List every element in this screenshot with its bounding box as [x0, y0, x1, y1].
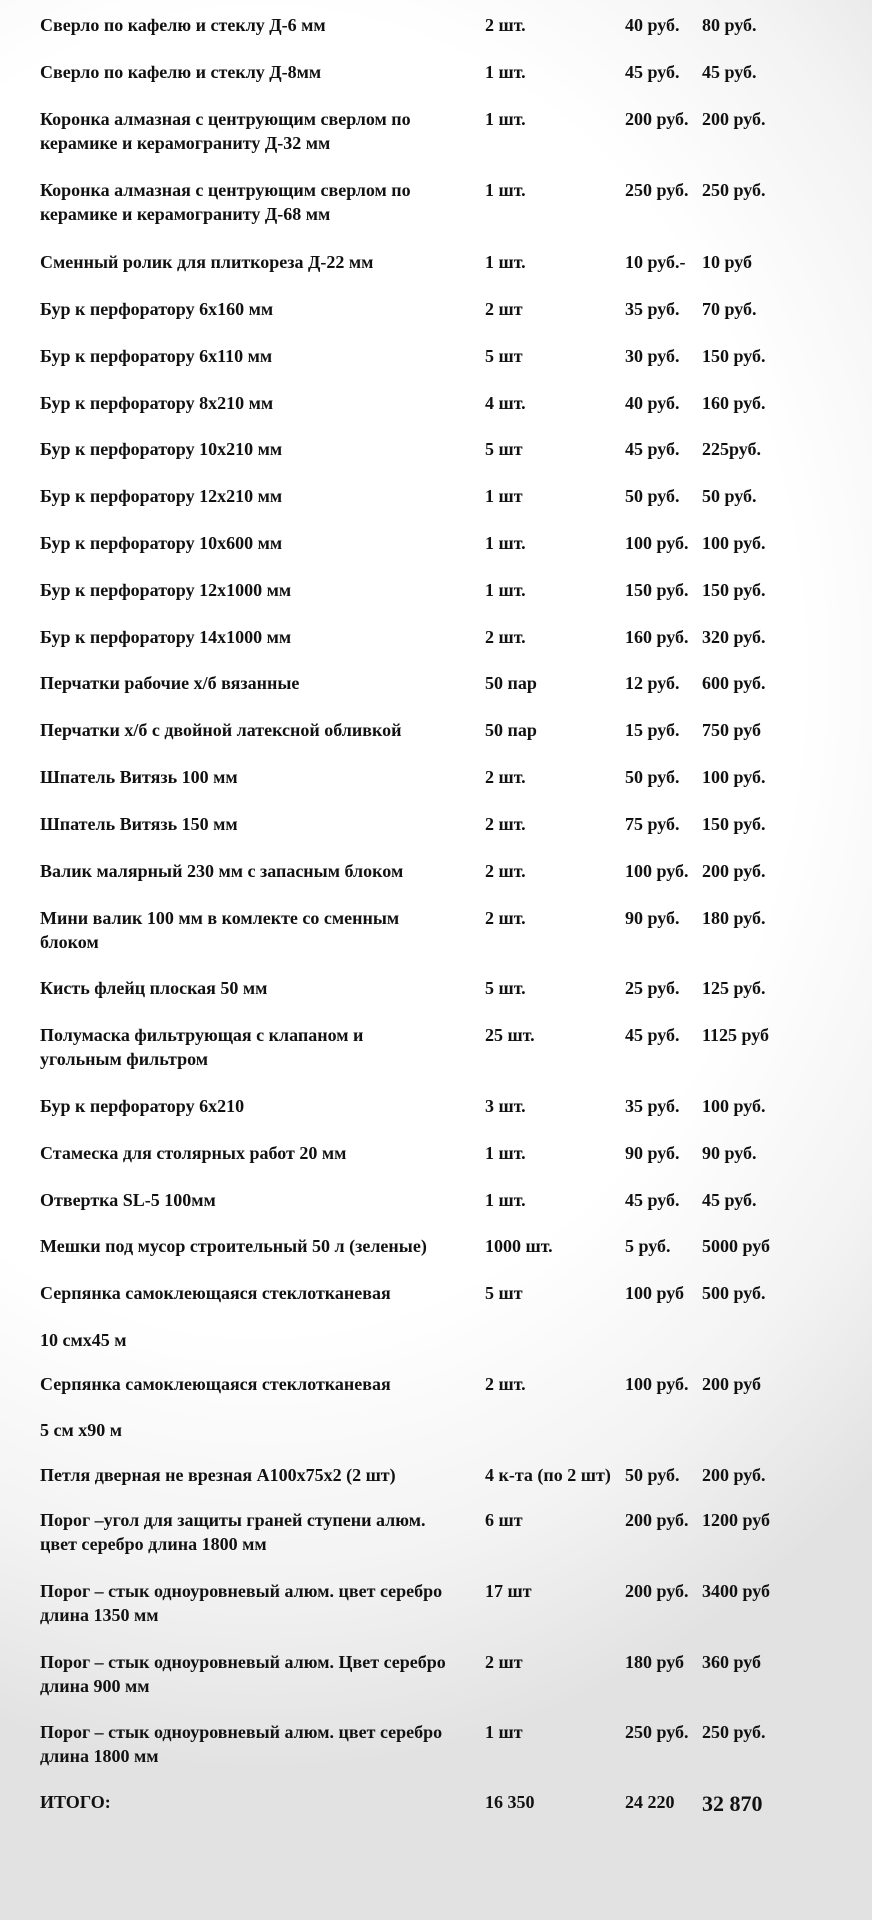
item-name: [40, 484, 282, 508]
item-quantity: 2 шт.: [485, 767, 526, 787]
item-sum: 1200 руб: [702, 1510, 771, 1530]
item-unit-price: 180 руб: [625, 1652, 685, 1672]
item-sum: 50 руб.: [702, 486, 757, 506]
item-name-line: Бур к перфоратору 8х210 мм: [40, 393, 274, 413]
item-unit-price: 100 руб.: [625, 1374, 689, 1394]
item-quantity: 50 пар: [485, 720, 537, 740]
item-quantity: 3 шт.: [485, 1096, 526, 1116]
item-name: [40, 1508, 426, 1556]
item-quantity: 5 шт: [485, 1283, 523, 1303]
item-name-line: Бур к перфоратору 6х160 мм: [40, 299, 274, 319]
total-price: 24 220: [625, 1792, 675, 1812]
item-quantity: 17 шт: [485, 1581, 532, 1601]
item-name-line: Сменный ролик для плиткореза Д-22 мм: [40, 252, 374, 272]
item-name: [40, 671, 299, 695]
item-sum: 70 руб.: [702, 299, 757, 319]
item-name-line: Кисть флейц плоская 50 мм: [40, 978, 268, 998]
item-name-line: Сверло по кафелю и стеклу Д-8мм: [40, 62, 322, 82]
item-quantity: 25 шт.: [485, 1025, 535, 1045]
item-name-line: Бур к перфоратору 12х1000 мм: [40, 580, 292, 600]
item-sum: 125 руб.: [702, 978, 766, 998]
item-name-line: угольным фильтром: [40, 1049, 209, 1069]
item-quantity: 1 шт.: [485, 109, 526, 129]
item-name-line: Серпянка самоклеющаяся стеклотканевая: [40, 1374, 391, 1394]
item-name-line: керамике и керамограниту Д-32 мм: [40, 133, 331, 153]
item-sum: 750 руб: [702, 720, 762, 740]
item-name: [40, 1463, 396, 1487]
item-name: [40, 1579, 442, 1627]
item-unit-price: 50 руб.: [625, 1465, 680, 1485]
item-name-line: Порог – стык одноуровневый алюм. Цвет серебро: [40, 1652, 446, 1672]
item-name: [40, 250, 373, 274]
item-name: [40, 625, 291, 649]
item-quantity: 1 шт.: [485, 180, 526, 200]
item-name-line: Коронка алмазная с центрующим сверлом по: [40, 180, 411, 200]
item-quantity: 1 шт: [485, 1722, 523, 1742]
item-name-line: Петля дверная не врезная А100х75х2 (2 шт): [40, 1465, 396, 1485]
item-quantity: 2 шт.: [485, 627, 526, 647]
item-quantity: 5 шт: [485, 346, 523, 366]
item-name-line: Бур к перфоратору 6х110 мм: [40, 346, 273, 366]
item-name: [40, 1023, 363, 1071]
item-name: [40, 859, 403, 883]
item-unit-price: 50 руб.: [625, 486, 680, 506]
item-name: [40, 531, 282, 555]
item-unit-price: 40 руб.: [625, 15, 680, 35]
item-sum: 150 руб.: [702, 580, 766, 600]
item-name: [40, 60, 321, 84]
item-unit-price: 250 руб.: [625, 1722, 689, 1742]
item-name: [40, 344, 272, 368]
item-quantity: 5 шт.: [485, 978, 526, 998]
item-name-line: 5 см х90 м: [40, 1420, 123, 1440]
item-name-line: Перчатки х/б с двойной латексной обливкой: [40, 720, 402, 740]
item-sum: 45 руб.: [702, 1190, 757, 1210]
item-unit-price: 100 руб: [625, 1283, 685, 1303]
item-unit-price: 150 руб.: [625, 580, 689, 600]
item-name: [40, 976, 267, 1000]
item-unit-price: 90 руб.: [625, 908, 680, 928]
item-name-line: Мешки под мусор строительный 50 л (зеленые): [40, 1236, 427, 1256]
item-quantity: 1 шт.: [485, 533, 526, 553]
item-sum: 200 руб.: [702, 861, 766, 881]
item-quantity: 2 шт.: [485, 861, 526, 881]
item-quantity: 4 шт.: [485, 393, 526, 413]
total-quantity: 16 350: [485, 1792, 535, 1812]
item-name: [40, 1650, 446, 1698]
item-quantity: 5 шт: [485, 439, 523, 459]
item-name: [40, 1094, 244, 1118]
item-quantity: 6 шт: [485, 1510, 523, 1530]
item-name: [40, 1234, 427, 1258]
item-quantity: 2 шт.: [485, 15, 526, 35]
item-name-line: Бур к перфоратору 14х1000 мм: [40, 627, 292, 647]
item-unit-price: 250 руб.: [625, 180, 689, 200]
item-name: [40, 1141, 346, 1165]
item-name: [40, 1720, 442, 1768]
item-unit-price: 30 руб.: [625, 346, 680, 366]
item-quantity: 1 шт: [485, 486, 523, 506]
item-name: [40, 107, 411, 155]
item-quantity: 1000 шт.: [485, 1236, 553, 1256]
item-name: [40, 812, 238, 836]
item-name: [40, 718, 402, 742]
item-quantity: 2 шт: [485, 1652, 523, 1672]
item-sum: 200 руб.: [702, 1465, 766, 1485]
item-unit-price: 200 руб.: [625, 109, 689, 129]
item-sum: 250 руб.: [702, 180, 766, 200]
item-name: [40, 391, 273, 415]
item-sum: 180 руб.: [702, 908, 766, 928]
item-sum: 160 руб.: [702, 393, 766, 413]
item-unit-price: 45 руб.: [625, 62, 680, 82]
item-name: [40, 1281, 391, 1305]
item-quantity: 50 пар: [485, 673, 537, 693]
item-name-line: блоком: [40, 932, 99, 952]
total-sum: 32 870: [702, 1791, 763, 1816]
item-unit-price: 160 руб.: [625, 627, 689, 647]
item-name-line: Бур к перфоратору 10х210 мм: [40, 439, 283, 459]
item-name: [40, 578, 291, 602]
item-sum: 320 руб.: [702, 627, 766, 647]
item-name-line: 10 смх45 м: [40, 1330, 127, 1350]
item-name: [40, 765, 238, 789]
item-unit-price: 12 руб.: [625, 673, 680, 693]
item-name-line: Шпатель Витязь 100 мм: [40, 767, 238, 787]
item-sum: 80 руб.: [702, 15, 757, 35]
item-name-line: Порог –угол для защиты граней ступени алюм.: [40, 1510, 426, 1530]
item-quantity: 2 шт.: [485, 1374, 526, 1394]
item-sum: 10 руб: [702, 252, 753, 272]
item-name-line: цвет серебро длина 1800 мм: [40, 1534, 267, 1554]
item-quantity: 1 шт.: [485, 252, 526, 272]
item-unit-price: 100 руб.: [625, 533, 689, 553]
item-sum: 200 руб: [702, 1374, 762, 1394]
item-quantity: 2 шт.: [485, 908, 526, 928]
item-sum: 600 руб.: [702, 673, 766, 693]
item-name-line: Сверло по кафелю и стеклу Д-6 мм: [40, 15, 326, 35]
item-name: [40, 297, 273, 321]
item-name-line: Стамеска для столярных работ 20 мм: [40, 1143, 347, 1163]
item-name-line: Бур к перфоратору 10х600 мм: [40, 533, 283, 553]
item-name: [40, 437, 282, 461]
item-quantity: 1 шт.: [485, 580, 526, 600]
total-label: ИТОГО:: [40, 1792, 111, 1812]
item-name-line: Бур к перфоратору 12х210 мм: [40, 486, 283, 506]
item-name-line: Серпянка самоклеющаяся стеклотканевая: [40, 1283, 391, 1303]
item-sum: 500 руб.: [702, 1283, 766, 1303]
item-name-line: Порог – стык одноуровневый алюм. цвет серебро: [40, 1722, 443, 1742]
item-quantity: 1 шт.: [485, 1143, 526, 1163]
item-unit-price: 45 руб.: [625, 1025, 680, 1045]
item-unit-price: 45 руб.: [625, 1190, 680, 1210]
item-name: [40, 906, 399, 954]
item-name: [40, 1328, 127, 1352]
item-sum: 90 руб.: [702, 1143, 757, 1163]
item-sum: 100 руб.: [702, 767, 766, 787]
item-unit-price: 75 руб.: [625, 814, 680, 834]
item-name: [40, 1372, 391, 1396]
item-unit-price: 200 руб.: [625, 1510, 689, 1530]
item-unit-price: 50 руб.: [625, 767, 680, 787]
item-name: [40, 1418, 122, 1442]
item-quantity: 1 шт.: [485, 62, 526, 82]
item-name-line: Валик малярный 230 мм с запасным блоком: [40, 861, 404, 881]
item-name-line: Полумаска фильтрующая с клапаном и: [40, 1025, 364, 1045]
item-sum: 225руб.: [702, 439, 762, 459]
item-unit-price: 35 руб.: [625, 1096, 680, 1116]
item-sum: 250 руб.: [702, 1722, 766, 1742]
item-name-line: длина 1350 мм: [40, 1605, 159, 1625]
item-quantity: 4 к-та (по 2 шт): [485, 1465, 611, 1485]
item-name-line: длина 1800 мм: [40, 1746, 159, 1766]
item-quantity: 2 шт: [485, 299, 523, 319]
item-sum: 200 руб.: [702, 109, 766, 129]
item-name-line: длина 900 мм: [40, 1676, 150, 1696]
item-name-line: Порог – стык одноуровневый алюм. цвет серебро: [40, 1581, 443, 1601]
item-unit-price: 45 руб.: [625, 439, 680, 459]
item-sum: 150 руб.: [702, 814, 766, 834]
item-unit-price: 10 руб.-: [625, 252, 686, 272]
item-sum: 1125 руб: [702, 1025, 770, 1045]
item-sum: 100 руб.: [702, 1096, 766, 1116]
item-name-line: Коронка алмазная с центрующим сверлом по: [40, 109, 411, 129]
item-unit-price: 15 руб.: [625, 720, 680, 740]
item-sum: 5000 руб: [702, 1236, 771, 1256]
item-sum: 360 руб: [702, 1652, 762, 1672]
item-unit-price: 100 руб.: [625, 861, 689, 881]
item-name-line: керамике и керамограниту Д-68 мм: [40, 204, 331, 224]
item-sum: 3400 руб: [702, 1581, 771, 1601]
item-name-line: Мини валик 100 мм в комлекте со сменным: [40, 908, 400, 928]
item-sum: 150 руб.: [702, 346, 766, 366]
item-name-line: Перчатки рабочие х/б вязанные: [40, 673, 300, 693]
item-name: [40, 13, 326, 37]
item-name-line: Шпатель Витязь 150 мм: [40, 814, 238, 834]
item-name: [40, 178, 411, 226]
item-name: [40, 1188, 216, 1212]
item-sum: 100 руб.: [702, 533, 766, 553]
item-unit-price: 40 руб.: [625, 393, 680, 413]
item-unit-price: 200 руб.: [625, 1581, 689, 1601]
item-name-line: Бур к перфоратору 6х210: [40, 1096, 245, 1116]
item-name-line: Отвертка SL-5 100мм: [40, 1190, 216, 1210]
item-unit-price: 5 руб.: [625, 1236, 671, 1256]
item-unit-price: 25 руб.: [625, 978, 680, 998]
item-quantity: 2 шт.: [485, 814, 526, 834]
item-unit-price: 35 руб.: [625, 299, 680, 319]
item-unit-price: 90 руб.: [625, 1143, 680, 1163]
item-sum: 45 руб.: [702, 62, 757, 82]
item-quantity: 1 шт.: [485, 1190, 526, 1210]
